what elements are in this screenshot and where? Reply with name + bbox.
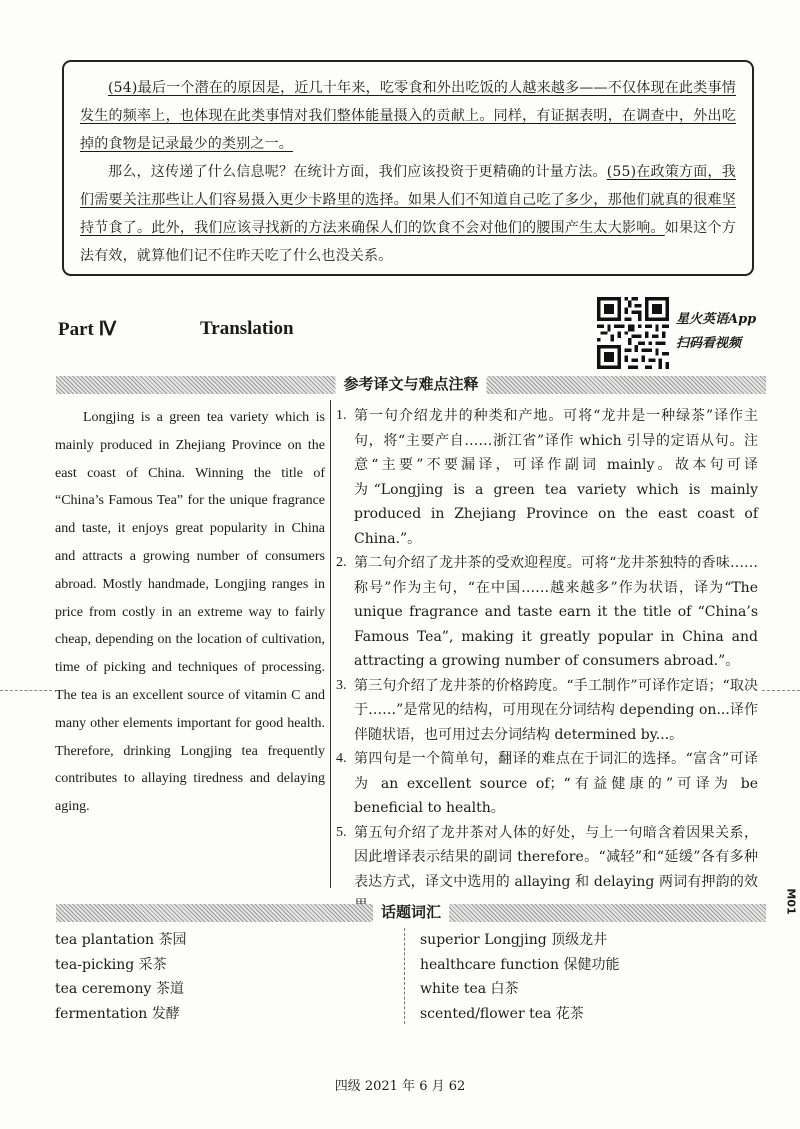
note-item bbox=[336, 551, 758, 674]
section-band-reference bbox=[56, 376, 766, 394]
vocab-item: superior Longjing 顶级龙井 bbox=[420, 932, 608, 948]
sentence-54: (54)最后一个潜在的原因是，近几十年来，吃零食和外出吃饭的人越来越多——不仅体现在此类事情发生的频率上，也体现在此类事情对我们整体能量摄入的贡献上。同样，有证据表明，在调查中，外出吃掉的食物是记录最少的类别之一。 bbox=[80, 80, 736, 152]
vocab-item: white tea 白茶 bbox=[420, 981, 519, 997]
passage-paragraph-1 bbox=[80, 74, 736, 158]
note-text: 第一句介绍龙井的种类和产地。可将“龙井是一种绿茶”译作主句，将“主要产自……浙江省”译作 which 引导的定语从句。注意“主要”不要漏译，可译作副词 mainly。故本句可译为“Longjing is a green tea variety which is mainly produced in Zhejiang Province on the east coast of China.”。 bbox=[354, 408, 758, 547]
vocab-item: tea ceremony 茶道 bbox=[55, 981, 184, 997]
vocab-item: scented/flower tea 花茶 bbox=[420, 1005, 584, 1022]
note-item bbox=[336, 674, 758, 748]
qr-caption-app: 星火英语App bbox=[676, 312, 757, 327]
passage-box bbox=[62, 60, 754, 276]
note-number: 5. bbox=[336, 824, 347, 840]
passage-text: 如果这个方法有效，就算他们记不住昨天吃了什么也没关系。 bbox=[80, 220, 736, 264]
note-text: 第三句介绍了龙井茶的价格跨度。“手工制作”可译作定语；“取决于……”是常见的结构，可用现在分词结构 depending on...译作伴随状语，也可用过去分词结构 determined by...。 bbox=[354, 677, 758, 743]
vocab-item: fermentation 发酵 bbox=[55, 1005, 180, 1022]
qr-code-icon[interactable] bbox=[596, 297, 670, 369]
note-number: 1. bbox=[336, 408, 347, 423]
section-title-vocab: 话题词汇 bbox=[373, 901, 449, 922]
note-text: 第二句介绍了龙井茶的受欢迎程度。可将“龙井茶独特的香味……称号”作为主句，“在中国……越来越多”作为状语，译为“The unique fragrance and taste earn it the title of “China’s Famous Tea”, making it greatly popular in China and attracting a growing number of consumers abroad.”。 bbox=[354, 555, 758, 669]
cut-line-left bbox=[0, 690, 52, 691]
part-number: Part Ⅳ bbox=[58, 319, 117, 340]
vocab-item: tea-picking 采茶 bbox=[55, 956, 167, 973]
side-mark: M01 bbox=[784, 888, 798, 915]
vocab-divider bbox=[404, 928, 405, 1024]
note-text: 第四句是一个简单句，翻译的难点在于词汇的选择。“富含”可译为 an excellent source of；“有益健康的”可译为 be beneficial to health。 bbox=[354, 751, 758, 816]
qr-caption-video: 扫码看视频 bbox=[676, 336, 742, 351]
vocab-list-left bbox=[55, 928, 186, 1026]
vocab-list-right bbox=[420, 928, 619, 1026]
note-item bbox=[336, 404, 758, 551]
notes-column bbox=[336, 404, 758, 919]
translation-text: Longjing is a green tea variety which is mainly produced in Zhejiang Province on the east coast of China. Winning the title of “China’s Famous Tea” for the unique fragrance and taste, it enjoys great popularity in China and attracts a growing number of consumers abroad. Mostly handmade, Longjing ranges in price from costly in an extreme way to fairly cheap, depending on the location of cultivation, time of picking and techniques of processing. The tea is an excellent source of vitamin C and many other elements important for good health. Therefore, drinking Longjing tea frequently contributes to allaying tiredness and delaying aging. bbox=[55, 410, 325, 815]
note-number: 3. bbox=[336, 677, 347, 693]
passage-text: 那么，这传递了什么信息呢？在统计方面，我们应该投资于更精确的计量方法。 bbox=[108, 164, 607, 180]
column-divider bbox=[330, 400, 331, 888]
passage-paragraph-2 bbox=[80, 158, 736, 270]
section-title-reference: 参考译文与难点注释 bbox=[335, 373, 486, 394]
cut-line-right bbox=[762, 690, 800, 691]
note-text: 第五句介绍了龙井茶对人体的好处，与上一句暗含着因果关系，因此增译表示结果的副词 therefore。“减轻”和“延缓”各有多种表达方式，译文中选用的 allaying 和 delaying 两词有押韵的效 bbox=[354, 824, 758, 890]
part-name: Translation bbox=[200, 318, 294, 339]
vocab-item: tea plantation 茶园 bbox=[55, 932, 187, 948]
note-item bbox=[336, 747, 758, 821]
translation-column bbox=[55, 404, 325, 821]
qr-caption bbox=[676, 308, 756, 356]
note-number: 4. bbox=[336, 751, 347, 766]
sentence-55: (55)在政策方面，我们需要关注那些让人们容易摄入更少卡路里的选择。如果人们不知道自己吃了多少，那他们就真的很难坚持节食了。此外，我们应该寻找新的方法来确保人们的饮食不会对他们的腰围产生太大影响。 bbox=[80, 164, 736, 236]
vocab-item: healthcare function 保健功能 bbox=[420, 956, 620, 973]
page-footer: 四级 2021 年 6 月 62 bbox=[334, 1079, 466, 1094]
section-band-vocab bbox=[56, 904, 766, 922]
note-number: 2. bbox=[336, 555, 347, 570]
